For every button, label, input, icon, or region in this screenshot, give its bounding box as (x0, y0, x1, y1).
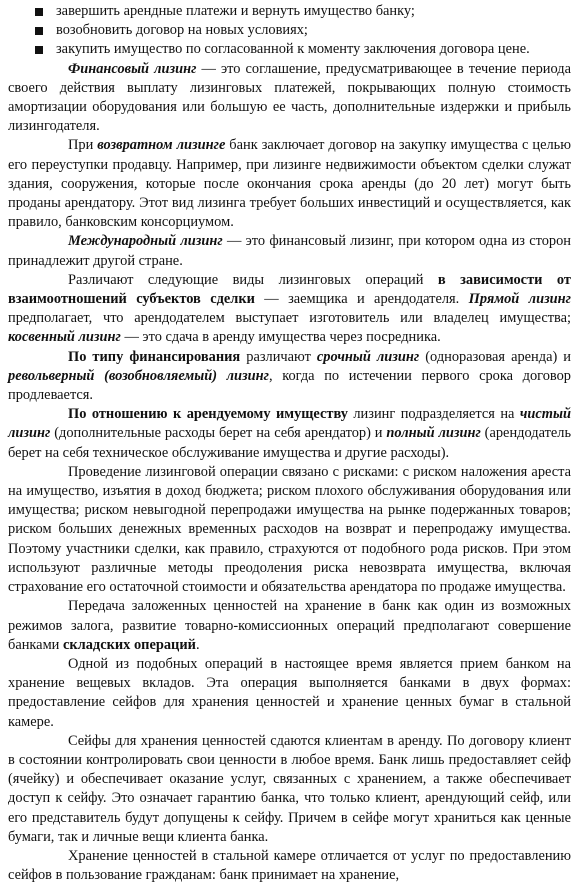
square-bullet-icon (35, 8, 43, 16)
paragraph-international-leasing: Международный лизинг — это финансовый лизинг, при котором одна из сторон принадлежит другой стране. (8, 233, 571, 269)
paragraph-leasing-by-financing: По типу финансирования различают срочный лизинг (одноразовая аренда) и револьверный (возобновляемый) лизинг, когда по истечении первого срока договор продлевается. (8, 348, 572, 404)
term: револьверный (возобновляемый) лизинг (8, 367, 269, 384)
paragraph-leasing-by-property: По отношению к арендуемому имуществу лизинг подразделяется на чистый лизинг (дополнительные расходы берет на себя арендатор) и полный лизинг (арендодатель берет на себя техническое обслуживание имущества и другие расходы). (8, 406, 572, 461)
bold-phrase: складских операций (62, 636, 196, 653)
bold-phrase: По типу финансирования (68, 348, 241, 365)
paragraph-steel-chamber: Хранение ценностей в стальной камере отличается от услуг по предоставлению сейфов в пользование гражданам: банк принимает на хранение, (8, 847, 571, 884)
term: возвратном лизинге (97, 137, 226, 154)
bullet-list (8, 2, 571, 60)
paragraph-leasing-risks: Проведение лизинговой операции связано с рисками: с риском наложения ареста на имущество, изъятия в доход бюджета; риском плохого обслуживания оборудования или имущества; риском невыгодной перепродажи имущества на рынке подержанных товаров; риском больших денежных временных расходов на возврат и перепродажу имущества. Поэтому участники сделки, как правило, страхуются от подобного рода рисков. При этом используют различные методы преодоления риска невозврата имущества, включая страхование его остаточной стоимости и обязательства арендатора по продаже имущества. (8, 463, 571, 596)
term: полный лизинг (386, 425, 481, 442)
paragraph-warehouse-operations: Передача заложенных ценностей на хранение в банк как один из возможных режимов залога, развитие товарно-комиссионных операций предполагают совершение банками складских операций. (8, 598, 571, 653)
paragraph-safe-rental: Сейфы для хранения ценностей сдаются клиентам в аренду. По договору клиент в состоянии контролировать свои ценности в любое время. Банк лишь предоставляет сейф (ячейку) и обеспечивает оказание услуг, связанных с хранением, а также обеспечивает доступ к сейфу. Это означает гарантию банка, что только клиент, арендующий сейф, или его представитель будут допущены к сейфу. Причем в сейфе могут храниться как ценные бумаги, так и личные вещи клиента банка. (8, 732, 571, 845)
paragraph-leasing-by-relations: Различают следующие виды лизинговых операций в зависимости от взаимоотношений субъектов сделки — заемщика и арендодателя. Прямой лизинг предполагает, что арендодателем выступает изготовитель или владелец имущества; косвенный лизинг — это сдача в аренду имущества через посредника. (8, 271, 571, 346)
square-bullet-icon (35, 27, 43, 35)
term: Международный лизинг (68, 233, 223, 250)
square-bullet-icon (35, 46, 43, 54)
term: чистый лизинг (8, 406, 571, 442)
bold-phrase: По отношению к арендуемому имуществу (68, 406, 348, 423)
list-item: возобновить договор на новых условиях; (8, 21, 571, 40)
term: косвенный лизинг (8, 329, 121, 346)
list-item: закупить имущество по согласованной к моменту заключения договора цене. (8, 40, 571, 59)
term: срочный лизинг (316, 348, 420, 365)
term: Финансовый лизинг (68, 60, 197, 77)
paragraph-return-leasing: При возвратном лизинге банк заключает договор на закупку имущества с целью его переуступки продавцу. Например, при лизинге недвижимости объектом сделки служат здания, сооружения, которые после окончания срока аренды (до 20 лет) могут быть проданы арендатору. Этот вид лизинга требует больших инвестиций и осуществляется, как правило, банковским консорциумом. (8, 137, 571, 231)
bold-phrase: в зависимости от взаимоотношений субъектов сделки (8, 271, 571, 308)
paragraph-financial-leasing: Финансовый лизинг — это соглашение, предусматривающее в течение периода своего действия выплату лизинговых платежей, покрывающих полную стоимость амортизации оборудования или большую ее часть, дополнительные издержки и прибыль лизингодателя. (8, 60, 571, 135)
list-item: завершить арендные платежи и вернуть имущество банку; (8, 2, 571, 21)
term: Прямой лизинг (468, 291, 571, 308)
paragraph-deposit-storage: Одной из подобных операций в настоящее время является прием банком на хранение вещевых вкладов. Эта операция выполняется банками в двух формах: предоставление сейфов для хранения ценностей и хранение ценных бумаг в стальной камере. (8, 655, 571, 730)
